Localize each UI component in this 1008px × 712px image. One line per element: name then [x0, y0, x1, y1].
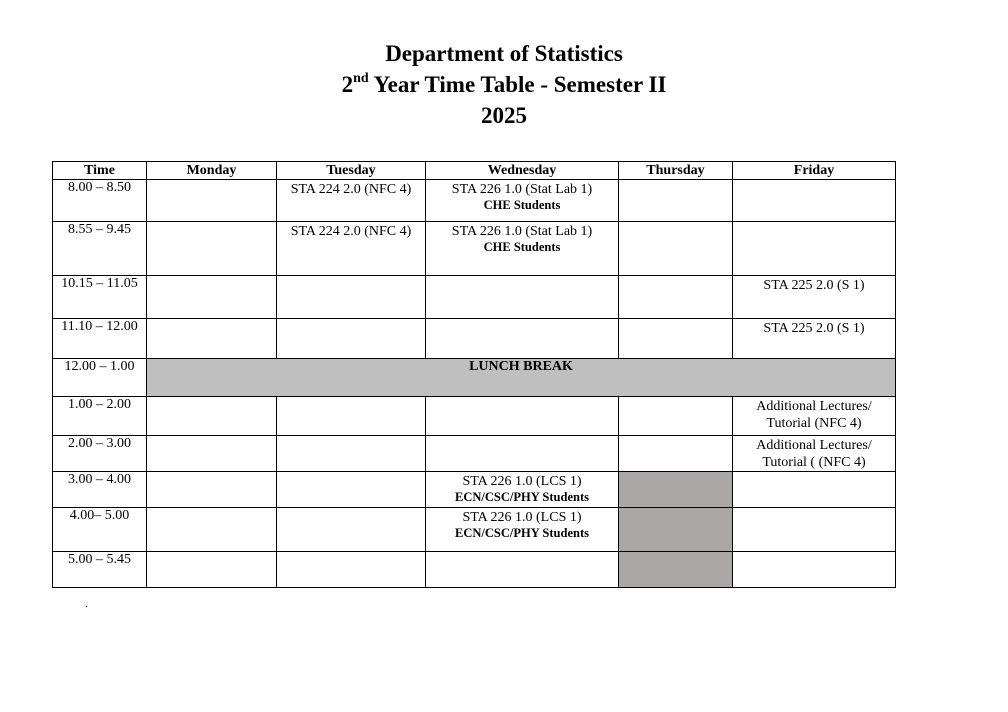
time-cell: 11.10 – 12.00: [53, 319, 147, 359]
time-cell: 3.00 – 4.00: [53, 472, 147, 508]
footnote-dot: .: [85, 596, 88, 610]
title-line-3: 2025: [481, 103, 527, 128]
table-row: [53, 359, 896, 397]
student-group-label: ECN/CSC/PHY Students: [455, 490, 589, 504]
tuesday-cell: [277, 319, 426, 359]
table-row: [53, 319, 896, 359]
title-line-2: [0, 69, 1008, 100]
wednesday-cell: [426, 319, 619, 359]
wednesday-cell: [426, 508, 619, 552]
wednesday-cell: [426, 397, 619, 436]
header-row: [53, 162, 896, 180]
timetable: [52, 161, 896, 588]
tuesday-cell: [277, 222, 426, 276]
table-row: [53, 222, 896, 276]
time-cell: 4.00– 5.00: [53, 508, 147, 552]
friday-cell: [733, 508, 896, 552]
friday-cell: [733, 436, 896, 472]
tuesday-cell: [277, 276, 426, 319]
thursday-cell: [619, 436, 733, 472]
table-row: [53, 472, 896, 508]
wednesday-cell: [426, 552, 619, 588]
wednesday-cell: [426, 222, 619, 276]
thursday-cell: [619, 397, 733, 436]
course-label: STA 224 2.0 (NFC 4): [290, 224, 412, 239]
course-label: Additional Lectures/ Tutorial ( (NFC 4): [756, 438, 872, 470]
monday-cell: [147, 552, 277, 588]
header-tuesday: Tuesday: [277, 162, 426, 180]
table-row: [53, 436, 896, 472]
thursday-cell-shaded: [619, 552, 733, 588]
tuesday-cell: [277, 508, 426, 552]
course-label: STA 226 1.0 (Stat Lab 1): [451, 182, 593, 197]
tuesday-cell: [277, 552, 426, 588]
thursday-cell-shaded: [619, 472, 733, 508]
student-group-label: CHE Students: [483, 198, 561, 212]
time-cell: 10.15 – 11.05: [53, 276, 147, 319]
header-friday: Friday: [733, 162, 896, 180]
course-label: STA 225 2.0 (S 1): [763, 321, 865, 336]
wednesday-cell: [426, 276, 619, 319]
monday-cell: [147, 436, 277, 472]
student-group-label: CHE Students: [483, 240, 561, 254]
time-cell: 5.00 – 5.45: [53, 552, 147, 588]
wednesday-cell: [426, 472, 619, 508]
table-row: [53, 552, 896, 588]
time-cell: 12.00 – 1.00: [53, 359, 147, 397]
title-line-2-text: Year Time Table - Semester II: [368, 72, 667, 97]
monday-cell: [147, 180, 277, 222]
monday-cell: [147, 397, 277, 436]
friday-cell: [733, 472, 896, 508]
time-cell: 2.00 – 3.00: [53, 436, 147, 472]
monday-cell: [147, 319, 277, 359]
thursday-cell: [619, 180, 733, 222]
table-row: [53, 180, 896, 222]
tuesday-cell: [277, 436, 426, 472]
time-cell: 8.00 – 8.50: [53, 180, 147, 222]
tuesday-cell: [277, 180, 426, 222]
course-label: STA 226 1.0 (Stat Lab 1): [451, 224, 593, 239]
title-year-number: 2: [341, 72, 354, 97]
monday-cell: [147, 276, 277, 319]
tuesday-cell: [277, 472, 426, 508]
friday-cell: [733, 552, 896, 588]
wednesday-cell: [426, 180, 619, 222]
friday-cell: [733, 222, 896, 276]
friday-cell: [733, 397, 896, 436]
wednesday-cell: [426, 436, 619, 472]
tuesday-cell: [277, 397, 426, 436]
header-wednesday: Wednesday: [426, 162, 619, 180]
page-title: [0, 38, 1008, 131]
time-cell: 1.00 – 2.00: [53, 397, 147, 436]
title-ordinal-suffix: nd: [353, 71, 369, 86]
friday-cell: [733, 276, 896, 319]
course-label: STA 224 2.0 (NFC 4): [290, 182, 412, 197]
lunch-break-cell: LUNCH BREAK: [147, 359, 896, 397]
thursday-cell: [619, 276, 733, 319]
title-line-1: Department of Statistics: [385, 41, 623, 66]
table-row: [53, 397, 896, 436]
course-label: STA 226 1.0 (LCS 1): [462, 474, 582, 489]
time-cell: 8.55 – 9.45: [53, 222, 147, 276]
course-label: STA 225 2.0 (S 1): [763, 278, 865, 293]
friday-cell: [733, 319, 896, 359]
monday-cell: [147, 222, 277, 276]
header-monday: Monday: [147, 162, 277, 180]
course-label: STA 226 1.0 (LCS 1): [462, 510, 582, 525]
header-thursday: Thursday: [619, 162, 733, 180]
monday-cell: [147, 472, 277, 508]
table-row: [53, 508, 896, 552]
thursday-cell: [619, 222, 733, 276]
monday-cell: [147, 508, 277, 552]
friday-cell: [733, 180, 896, 222]
header-time: Time: [53, 162, 147, 180]
course-label: Additional Lectures/ Tutorial (NFC 4): [756, 399, 872, 431]
thursday-cell-shaded: [619, 508, 733, 552]
thursday-cell: [619, 319, 733, 359]
student-group-label: ECN/CSC/PHY Students: [455, 526, 589, 540]
table-row: [53, 276, 896, 319]
